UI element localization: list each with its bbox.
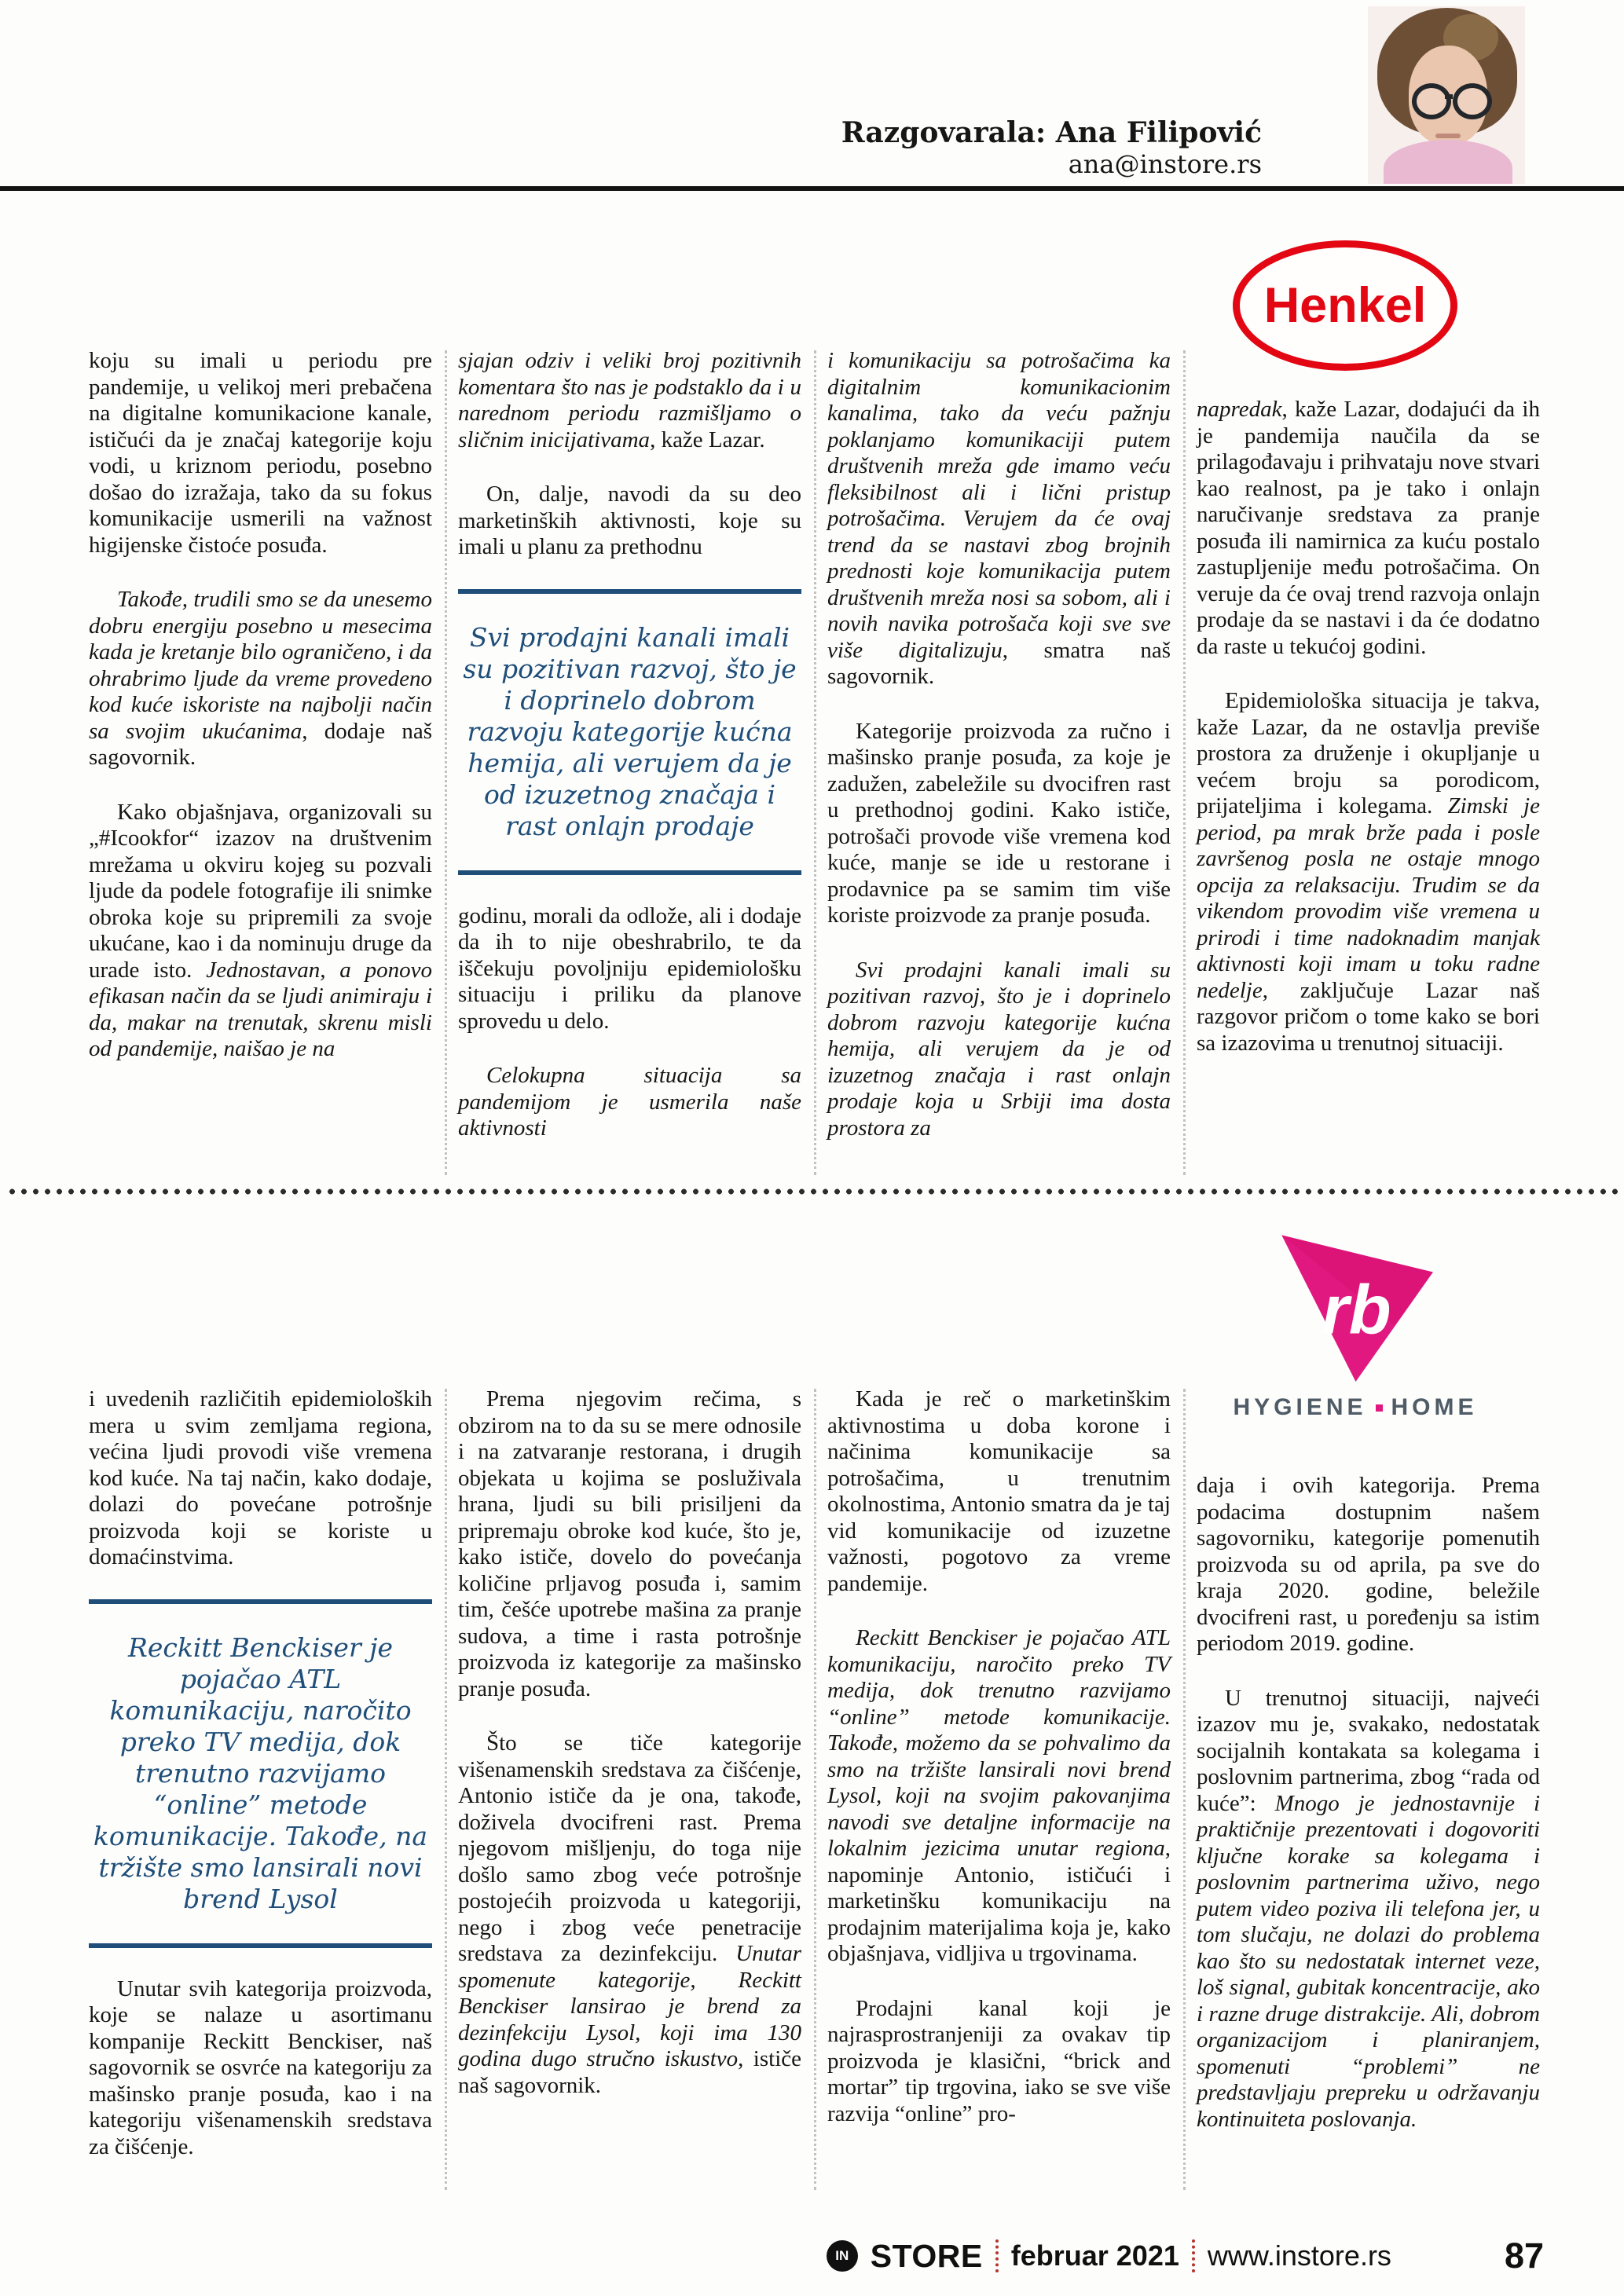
rb-kite-icon xyxy=(1275,1222,1436,1383)
footer-issue: februar 2021 xyxy=(1010,2239,1179,2272)
paragraph-segment: On, dalje, navodi da su deo marketinških aktivnosti, koje su imali u planu za prethodnu xyxy=(458,482,801,559)
paragraph-segment: , kaže Lazar. xyxy=(650,427,765,452)
paragraph xyxy=(458,1386,801,1702)
paragraph-segment-italic: Jednostavan, a ponovo efikasan način da se ljudi animiraju i da, makar na trenutak, skrenu misli od pandemije, naišao je na xyxy=(89,957,432,1061)
paragraph-segment: i uvedenih različitih epidemioloških mera u svim zemljama regiona, većina ljudi provodi više vremena kod kuće. Na taj način, kako dodaje, dolazi do povećane potrošnje proizvoda koji se koriste u domaćinstvima. xyxy=(89,1386,432,1569)
footer-brand: STORE xyxy=(870,2237,983,2274)
paragraph-segment: , zaključuje Lazar naš razgovor pričom o tome kako se bori sa izazovima u trenutnoj situaciji. xyxy=(1197,977,1540,1056)
paragraph xyxy=(458,1730,801,2099)
paragraph-segment: Kako objašnjava, organizovali su „#Icookfor“ izazov na društvenim mrežama u okviru kojeg su pozvali ljude da podele fotografije ili snimke obroka koje su pripremili za svoje ukućane, kao i da nominuju druge da urade isto. xyxy=(89,799,432,983)
column-rule xyxy=(458,870,801,875)
paragraph-segment-italic: Reckitt Benckiser je pojačao ATL komunikaciju, naročito preko TV medija, dok trenutno razvijamo “online” metode komunikacije. Takođe, možemo da se pohvalimo da smo na tržište lansirali novi brend Lysol, koji na svojim pakovanjima navodi sve detaljne informacije na lokalnim jezicima unutar regiona xyxy=(827,1625,1171,1861)
rb-monogram: rb xyxy=(1321,1270,1391,1349)
paragraph xyxy=(89,1976,432,2161)
text-column-5 xyxy=(89,1386,432,2160)
paragraph xyxy=(827,958,1171,1142)
paragraph xyxy=(89,800,432,1063)
paragraph xyxy=(827,1625,1171,1968)
paragraph xyxy=(458,348,801,453)
footer-divider-icon xyxy=(995,2239,999,2272)
text-column-3 xyxy=(827,348,1171,1142)
column-rule xyxy=(89,1943,432,1948)
column-rule xyxy=(458,589,801,594)
paragraph-segment-italic: sjajan odziv i veliki broj pozitivnih komentara što nas je podstaklo da i u narednom periodu razmišljamo o sličnim inicijativama xyxy=(458,348,801,452)
photo-mouth xyxy=(1435,134,1461,138)
paragraph-segment-italic: Svi prodajni kanali imali su pozitivan razvoj, što je i doprinelo dobrom razvoju kategorije kućna hemija, ali verujem da je od izuzetnog značaja i rast onlajn prodaje koja u Srbiji ima dosta prostora za xyxy=(827,957,1171,1141)
rb-tagline-home: HOME xyxy=(1391,1394,1478,1420)
paragraph-segment: Epidemiološka situacija je takva, kaže Lazar, da ne ostavlja previše prostora za druženje i okupljanje u većem broju sa porodicom, prijateljima i kolegama. xyxy=(1197,688,1540,818)
paragraph-segment-italic: Celokupna situacija sa pandemijom je usmerila naše aktivnosti xyxy=(458,1063,801,1141)
byline-email: ana@instore.rs xyxy=(1068,149,1262,179)
paragraph xyxy=(1197,1686,1540,2133)
column-divider xyxy=(445,350,447,1175)
text-column-7 xyxy=(827,1386,1171,2160)
paragraph-segment-italic: i komunikaciju sa potrošačima ka digitalnim komunikacionim kanalima, tako da veću pažnju poklanjamo komunikaciji putem društvenih mreža gde imamo veću fleksibilnost ali i lični pristup potrošačima. Verujem da će ovaj trend da se nastavi zbog brojnih prednosti koje komunikacija putem društvenih mreža nosi sa sobom, ali i novih navika potrošača koji sve sve više digitalizuju xyxy=(827,348,1171,663)
text-column-8 xyxy=(1197,1386,1540,2160)
paragraph-segment-italic: Mnogo je jednostavnije i praktičnije prezentovati i dogovoriti ključne korake sa kolegama i poslovnim partnerima uživo, nego putem video poziva ili telefona jer, u tom slučaju, ne dolazi do problema kao što su nedostatak internet veze, loš signal, gubitak koncentracije, ako i razne druge distrakcije. Ali, dobrom organizacijom i planiranjem, spomenuti “problemi” ne predstavljaju prepreku u održavanju kontinuiteta poslovanja. xyxy=(1197,1790,1540,2132)
paragraph-segment: , smatra naš sagovornik. xyxy=(827,637,1171,689)
pull-quote: Svi prodajni kanali imali su pozitivan razvoj, što je i doprinelo dobrom razvoju kategorije kućna hemija, ali verujem da je od izuzetnog značaja i rast onlajn prodaje xyxy=(463,621,797,841)
paragraph-segment: Kada je reč o marketinškim aktivnostima u doba korone i načinima komunikacije sa potrošačima, u trenutnim okolnostima, Antonio smatra da je taj vid komunikacije od izuzetne važnosti, pogotovo za vreme pandemije. xyxy=(827,1386,1171,1596)
paragraph-segment: Unutar svih kategorija proizvoda, koje se nalaze u asortimanu kompanije Reckitt Benckiser, naš sagovornik se osvrće na kategoriju za mašinsko pranje posuđa, kao i na kategoriju višenamenskih sredstava za čišćenje. xyxy=(89,1976,432,2159)
column-divider xyxy=(814,1389,816,2190)
paragraph-segment: godinu, morali da odlože, ali i dodaje da ih to nije obeshrabrilo, te da iščekuju povoljniju epidemiološku situaciju i priliku da planove sprovedu u delo. xyxy=(458,903,801,1034)
paragraph xyxy=(1197,688,1540,1056)
paragraph-segment-italic: Zimski je period, pa mrak brže pada i posle završenog posla ne ostaje mnogo opcija za relaksaciju. Trudim se da vikendom provodim više vremena u prirodi i time nadoknadim manjak aktivnosti koji imam u toku radne nedelje xyxy=(1197,793,1540,1003)
byline-author: Razgovarala: Ana Filipović xyxy=(841,116,1262,149)
paragraph-segment-italic: napredak xyxy=(1197,397,1282,422)
text-column-2 xyxy=(458,348,801,1142)
pull-quote: Reckitt Benckiser je pojačao ATL komunikaciju, naročito preko TV medija, dok trenutno razvijamo “online” metode komunikacije. Takođe, na tržište smo lansirali novi brend Lysol xyxy=(93,1631,428,1914)
paragraph-segment-italic: Takođe, trudili smo se da unesemo dobru energiju posebno u mesecima kada je kretanje bilo ograničeno, i da ohrabrimo ljude da vreme provedeno kod kuće iskoriste na najbolji način sa svojim ukućanima xyxy=(89,587,432,744)
paragraph xyxy=(458,903,801,1035)
paragraph-segment: Kategorije proizvoda za ručno i mašinsko pranje posuđa, za koje je zadužen, zabeležile su dvocifren rast u prethodnoj godini. Kako ističe, potrošači provode više vremena kod kuće, manje se ide u restorane i prodavnice pa se samim tim više koriste proizvode za pranje posuđa. xyxy=(827,718,1171,928)
text-column-4 xyxy=(1197,348,1540,1142)
footer-website: www.instore.rs xyxy=(1207,2239,1391,2272)
paragraph xyxy=(89,587,432,771)
paragraph-segment: Što se tiče kategorije višenamenskih sredstava za čišćenje, Antonio ističe da je ona, takođe, doživela dvocifreni rast. Prema njegovom mišljenju, do toga nije došlo samo zbog veće potrošnje postojećih proizvoda u kategoriji, nego i zbog veće penetracije sredstava za dezinfekciju. xyxy=(458,1730,801,1966)
paragraph-segment: U trenutnoj situaciji, najveći izazov mu je, svakako, nedostatak socijalnih kontakata sa kolegama i poslovnim partnerima, zbog “rada od kuće”: xyxy=(1197,1685,1540,1816)
column-divider xyxy=(445,1389,447,2190)
column-divider xyxy=(1183,1389,1186,2190)
paragraph xyxy=(458,482,801,561)
paragraph-segment: , kaže Lazar, dodajući da ih je pandemija naučila da se prilagođavaju i prihvataju nove stvari kao realnost, pa je tako i onlajn naručivanje sredstava za pranje posuđa ili namirnica za kuću postalo zastupljenije među potrošačima. On veruje da će ovaj trend razvoja onlajn prodaje da se nastavi i da će dodatno da raste u tekućoj godini. xyxy=(1197,397,1540,659)
paragraph xyxy=(458,1063,801,1142)
paragraph xyxy=(1197,397,1540,660)
instore-circle-icon: IN xyxy=(827,2240,858,2272)
paragraph xyxy=(827,719,1171,929)
text-column-6 xyxy=(458,1386,801,2160)
author-photo xyxy=(1368,6,1525,184)
page-footer xyxy=(786,2236,1544,2276)
paragraph xyxy=(89,348,432,558)
text-column-1 xyxy=(89,348,432,1142)
column-divider xyxy=(1183,350,1186,1175)
paragraph xyxy=(89,1386,432,1571)
paragraph-segment: Prodajni kanal koji je najrasprostranjeniji za ovakav tip proizvoda je klasični, “brick and mortar” tip trgovina, iako se sve više razvija “online” pro- xyxy=(827,1995,1171,2126)
paragraph-segment: daja i ovih kategorija. Prema podacima dostupnim našem sagovorniku, kategorije pomenutih proizvoda su od aprila, pa sve do kraja 2020. godine, beležile dvocifreni rast, u poređenju sa istim periodom 2019. godine. xyxy=(1197,1473,1540,1656)
paragraph xyxy=(827,348,1171,690)
paragraph xyxy=(827,1996,1171,2128)
paragraph-segment: Prema njegovim rečima, s obzirom na to da su se mere odnosile i na zatvaranje restorana, i drugih objekata u kojima se posluživala hrana, ljudi su bili prisiljeni da pripremaju obroke kod kuće, što je, kako ističe, dovelo do povećanja količine prljavog posuđa i, samim tim, češće upotrebe mašina za pranje sudova, a time i rasta potrošnje proizvoda iz kategorije za mašinsko pranje posuđa. xyxy=(458,1386,801,1701)
header-rule xyxy=(0,186,1624,191)
dotted-separator xyxy=(6,1188,1618,1196)
photo-glasses-bridge xyxy=(1445,94,1453,99)
rb-tagline-hygiene: HYGIENE xyxy=(1233,1394,1367,1420)
photo-glasses-left xyxy=(1412,83,1451,119)
paragraph-segment: koju su imali u periodu pre pandemije, u velikoj meri prebačena na digitalne komunikacione kanale, ističući da je značaj kategorije koju vodi, u kriznom periodu, posebno došao do izražaja, tako da su fokus komunikacije usmerili na važnost higijenske čistoće posuđa. xyxy=(89,348,432,558)
paragraph xyxy=(827,1386,1171,1597)
page-number: 87 xyxy=(1504,2236,1544,2276)
photo-glasses-right xyxy=(1453,83,1492,119)
column-divider xyxy=(814,350,816,1175)
paragraph-segment-italic: Unutar spomenute kategorije, Reckitt Benckiser lansirao je brend za dezinfekciju Lysol, koji ima 130 godina dugo stručno iskustvo xyxy=(458,1941,801,2071)
paragraph-segment: , ističe naš sagovornik. xyxy=(458,2046,801,2098)
photo-scarf xyxy=(1384,140,1512,184)
paragraph-segment: , dodaje naš sagovornik. xyxy=(89,718,432,770)
henkel-wordmark: Henkel xyxy=(1263,278,1427,333)
footer-divider-icon xyxy=(1192,2239,1195,2272)
paragraph-segment: , napominje Antonio, ističući i marketinšku komunikaciju na prodajnim materijalima koja je, kako objašnjava, vidljiva u trgovinama. xyxy=(827,1836,1171,1966)
paragraph xyxy=(1197,1473,1540,1657)
column-rule xyxy=(89,1599,432,1604)
byline xyxy=(841,116,1262,179)
